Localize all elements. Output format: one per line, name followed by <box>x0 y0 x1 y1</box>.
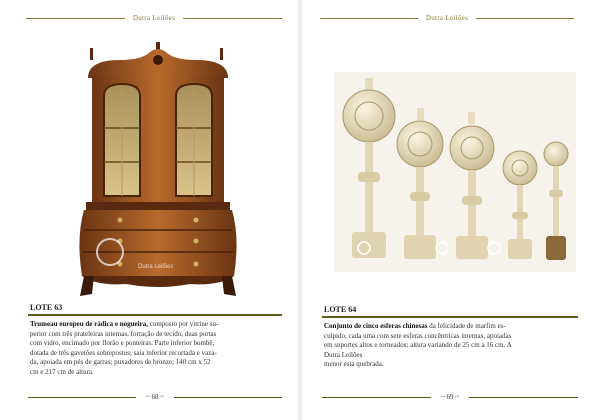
desc-title: Trumeau europeu de rádica e nogueira, <box>30 320 148 328</box>
header-title: Dutra Leilões <box>132 14 176 22</box>
header-rule <box>476 18 574 19</box>
left-header <box>26 12 282 24</box>
lot-description <box>324 322 580 370</box>
header-rule <box>320 18 418 19</box>
header-title: Dutra Leilões <box>425 14 469 22</box>
right-footer <box>322 392 578 402</box>
page-number: ~ 69 ~ <box>440 393 460 401</box>
lot-label: LOTE 63 <box>30 303 63 312</box>
photo-watermark: Dutra Leilões <box>138 264 174 270</box>
desc-line: da, apoiada em pés de garras; puxadores de bronze; 140 cm x 52 <box>30 358 211 367</box>
desc-line: menor esta quebrada. <box>324 360 384 369</box>
desc-title: Conjunto de cinco esferas chinesas <box>324 322 428 330</box>
desc-line: composto por vitrine su- <box>147 320 219 328</box>
cabinet-photo <box>70 38 246 300</box>
lot-label: LOTE 64 <box>324 305 357 314</box>
right-header <box>320 12 574 24</box>
lot-rule <box>28 314 282 316</box>
footer-rule <box>174 397 282 398</box>
right-page <box>308 0 600 420</box>
desc-line: dotada de três gavetões sobrepostos; saia inferior recortada e vaza- <box>30 348 217 357</box>
lot-rule <box>322 316 578 318</box>
footer-rule <box>469 397 578 398</box>
desc-line: com vidro, encimado por florão e ponteiras. Parte inferior bombê, <box>30 339 215 348</box>
desc-line: em suportes altos e torneados; altura variando de 25 cm a 16 cm. A <box>324 341 512 350</box>
ivory-spheres-photo <box>334 72 576 272</box>
lot-description <box>30 320 276 378</box>
desc-line: cm e 217 cm de altura. <box>30 367 94 376</box>
footer-rule <box>322 397 431 398</box>
desc-line: Dutra Leilões <box>324 350 363 359</box>
page-number: ~ 68 ~ <box>145 393 165 401</box>
left-footer <box>28 392 282 402</box>
header-rule <box>183 18 282 19</box>
header-rule <box>26 18 125 19</box>
desc-line: culpido, cada uma com sete esferas concêntricas internas, apoiadas <box>324 331 512 340</box>
left-page <box>0 0 292 420</box>
desc-line: perior com três prateleiras internas, forração de tecido, duas portas <box>30 329 217 338</box>
desc-line: da felicidade de marfim es- <box>427 322 506 330</box>
book-gutter <box>296 0 304 420</box>
footer-rule <box>28 397 136 398</box>
